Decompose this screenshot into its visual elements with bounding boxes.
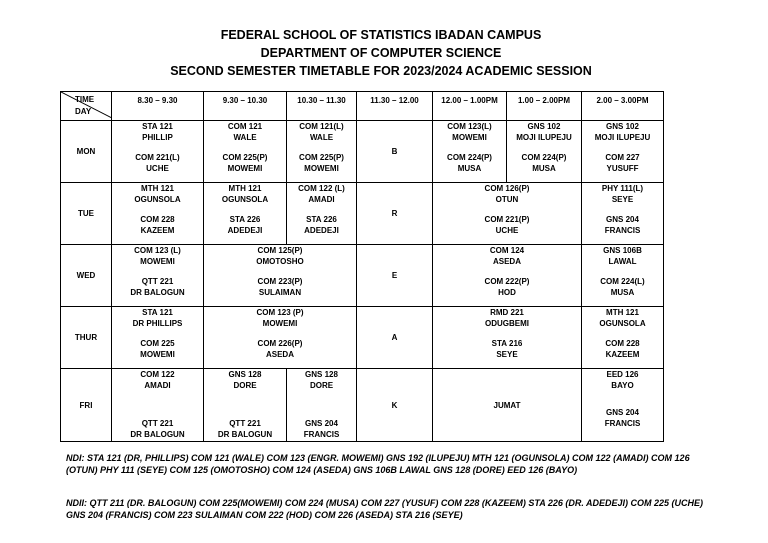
row-wed xyxy=(61,245,664,307)
mon-slot-5: COM 123(L) MOWEMI COM 224(P) MUSA xyxy=(433,121,507,183)
day-fri: FRI xyxy=(61,369,112,442)
day-tue: TUE xyxy=(61,183,112,245)
fri-slot-2: GNS 128 DORE QTT 221 DR BALOGUN xyxy=(204,369,287,442)
nd2-note: NDII: QTT 211 (DR. BALOGUN) COM 225(MOWEMI) COM 224 (MUSA) COM 227 (YUSUF) COM 228 (KAZEEM) STA 226 (DR. ADEDEJI) COM 225 (UCHE) GNS 204 (FRANCIS) COM 223 SULAIMAN COM 222 (HOD) COM 226 (ASEDA) STA 216 (SEYE) xyxy=(66,498,704,520)
col-header-2: 9.30 – 10.30 xyxy=(204,92,287,121)
break-letter-e: E xyxy=(357,245,433,307)
mon-slot-7: GNS 102 MOJI ILUPEJU COM 227 YUSUFF xyxy=(582,121,664,183)
col-header-4: 11.30 – 12.00 xyxy=(357,92,433,121)
thur-slot-2-3: COM 123 (P) MOWEMI COM 226(P) ASEDA xyxy=(204,307,357,369)
day-thur: THUR xyxy=(61,307,112,369)
break-letter-a: A xyxy=(357,307,433,369)
department-title: DEPARTMENT OF COMPUTER SCIENCE xyxy=(260,46,502,60)
time-day-corner xyxy=(61,92,112,121)
col-header-5: 12.00 – 1.00PM xyxy=(433,92,507,121)
thur-slot-7: MTH 121 OGUNSOLA COM 228 KAZEEM xyxy=(582,307,664,369)
mon-slot-6: GNS 102 MOJI ILUPEJU COM 224(P) MUSA xyxy=(507,121,582,183)
break-letter-r: R xyxy=(357,183,433,245)
mon-slot-2: COM 121 WALE COM 225(P) MOWEMI xyxy=(204,121,287,183)
wed-slot-5-6: COM 124 ASEDA COM 222(P) HOD xyxy=(433,245,582,307)
mon-slot-1: STA 121 PHILLIP COM 221(L) UCHE xyxy=(112,121,204,183)
row-fri xyxy=(61,369,664,442)
break-letter-k: K xyxy=(357,369,433,442)
row-tue xyxy=(61,183,664,245)
nd1-note: NDI: STA 121 (DR, PHILLIPS) COM 121 (WALE) COM 123 (ENGR. MOWEMI) GNS 192 (ILUPEJU) MTH 121 (OGUNSOLA) COM 122 (AMADI) COM 126 (OTUN) PHY 111 (SEYE) COM 125 (OMOTOSHO) COM 124 (ASEDA) GNS 106B LAWAL GNS 128 (DORE) EED 126 (BAYO) xyxy=(66,453,690,475)
col-header-1: 8.30 – 9.30 xyxy=(112,92,204,121)
tue-slot-7: PHY 111(L) SEYE GNS 204 FRANCIS xyxy=(582,183,664,245)
tue-slot-3: COM 122 (L) AMADI STA 226 ADEDEJI xyxy=(287,183,357,245)
wed-slot-1: COM 123 (L) MOWEMI QTT 221 DR BALOGUN xyxy=(112,245,204,307)
col-header-6: 1.00 – 2.00PM xyxy=(507,92,582,121)
wed-slot-2-3: COM 125(P) OMOTOSHO COM 223(P) SULAIMAN xyxy=(204,245,357,307)
wed-slot-7: GNS 106B LAWAL COM 224(L) MUSA xyxy=(582,245,664,307)
col-header-3: 10.30 – 11.30 xyxy=(287,92,357,121)
thur-slot-1: STA 121 DR PHILLIPS COM 225 MOWEMI xyxy=(112,307,204,369)
session-title: SECOND SEMESTER TIMETABLE FOR 2023/2024 ACADEMIC SESSION xyxy=(170,64,592,78)
break-letter-b: B xyxy=(357,121,433,183)
mon-slot-3: COM 121(L) WALE COM 225(P) MOWEMI xyxy=(287,121,357,183)
thur-slot-5-6: RMD 221 ODUGBEMI STA 216 SEYE xyxy=(433,307,582,369)
fri-slot-7: EED 126 BAYO GNS 204 FRANCIS xyxy=(582,369,664,442)
header-row xyxy=(61,92,664,121)
fri-jumat: JUMAT xyxy=(433,369,582,442)
tue-slot-5-6: COM 126(P) OTUN COM 221(P) UCHE xyxy=(433,183,582,245)
title-block xyxy=(0,26,768,80)
fri-slot-1: COM 122 AMADI QTT 221 DR BALOGUN xyxy=(112,369,204,442)
row-thur xyxy=(61,307,664,369)
time-label: TIME xyxy=(75,95,95,104)
day-mon: MON xyxy=(61,121,112,183)
day-wed: WED xyxy=(61,245,112,307)
timetable xyxy=(60,91,664,442)
school-title: FEDERAL SCHOOL OF STATISTICS IBADAN CAMPUS xyxy=(220,28,542,42)
day-label: DAY xyxy=(75,107,92,116)
tue-slot-1: MTH 121 OGUNSOLA COM 228 KAZEEM xyxy=(112,183,204,245)
tue-slot-2: MTH 121 OGUNSOLA STA 226 ADEDEJI xyxy=(204,183,287,245)
col-header-7: 2.00 – 3.00PM xyxy=(582,92,664,121)
fri-slot-3: GNS 128 DORE GNS 204 FRANCIS xyxy=(287,369,357,442)
row-mon xyxy=(61,121,664,183)
